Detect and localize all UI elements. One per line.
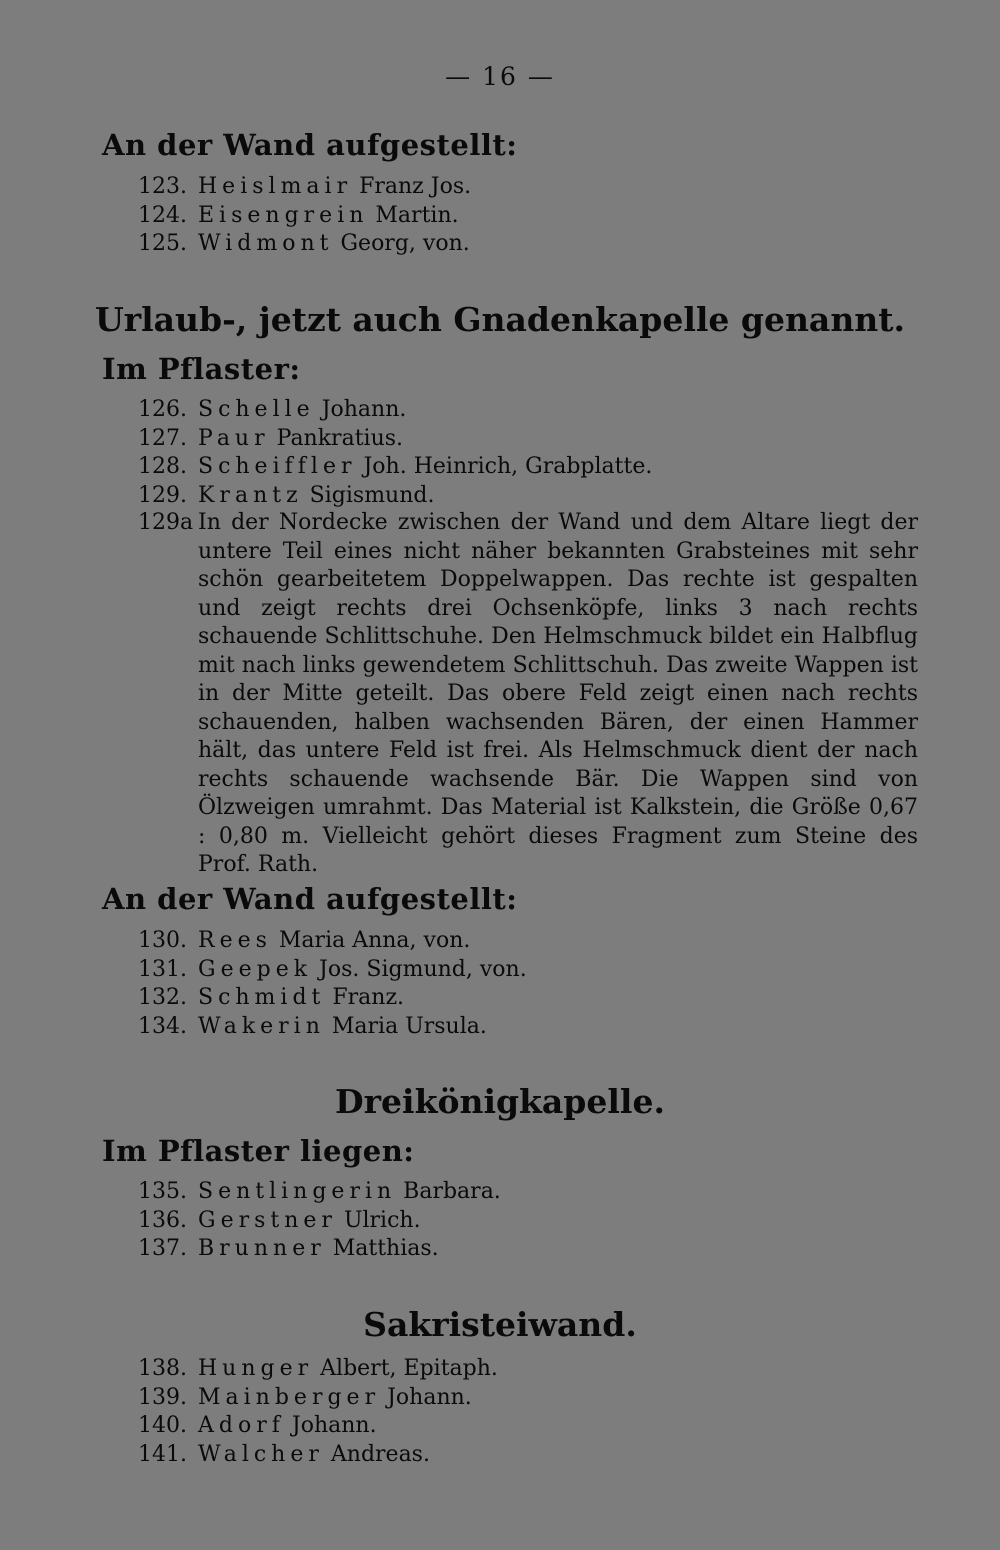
entry-number: 124.	[138, 202, 187, 228]
entry-surname: Hunger	[198, 1356, 314, 1381]
entry-surname: Brunner	[198, 1236, 326, 1261]
entry-surname: Scheiffler	[198, 454, 357, 479]
entry-rest: Joh. Heinrich, Grabplatte.	[363, 454, 653, 479]
entry-rest: Johann.	[291, 1413, 377, 1438]
entry-rest: Barbara.	[403, 1179, 501, 1204]
entry-number: 132.	[138, 985, 187, 1010]
entry-number: 140.	[138, 1413, 187, 1438]
list-item	[138, 173, 471, 202]
entry-number: 137.	[138, 1236, 187, 1261]
list-item	[138, 1441, 498, 1470]
list-item	[138, 396, 652, 425]
entry-surname: Eisengrein	[198, 202, 369, 228]
entry-rest: Johann.	[321, 397, 407, 422]
list-item	[138, 1235, 501, 1264]
entry-number: 135.	[138, 1179, 187, 1204]
entry-number: 126.	[138, 397, 187, 422]
entry-number: 136.	[138, 1207, 187, 1233]
entry-rest: Franz.	[332, 985, 405, 1010]
entry-list	[138, 1178, 501, 1264]
list-item	[138, 1013, 527, 1042]
entry-surname: Geepek	[198, 956, 313, 982]
entry-rest: Pankratius.	[276, 425, 404, 451]
entry-rest: Johann.	[387, 1384, 472, 1410]
list-item	[138, 1384, 498, 1413]
list-item	[138, 1355, 498, 1384]
entry-surname: Wakerin	[198, 1013, 325, 1039]
entry-rest: Matthias.	[332, 1236, 439, 1261]
entry-list	[138, 1355, 498, 1469]
entry-surname: Sentlingerin	[198, 1179, 397, 1204]
entry-surname: Rees	[198, 928, 272, 953]
list-item	[138, 956, 527, 985]
entry-rest: Georg, von.	[340, 231, 470, 256]
entry-surname: Krantz	[198, 482, 303, 508]
entry-number: 141.	[138, 1441, 187, 1467]
chapel-title-urlaub: Urlaub-, jetzt auch Gnadenkapelle genannt.	[94, 300, 906, 339]
list-item	[138, 425, 652, 454]
entry-number: 134.	[138, 1013, 187, 1039]
entry-surname: Heislmair	[198, 174, 353, 199]
entry-rest: Maria Ursula.	[331, 1013, 487, 1039]
list-item	[138, 482, 652, 511]
chapel-title-sakristei: Sakristeiwand.	[363, 1305, 637, 1344]
page-number: — 16 —	[445, 62, 555, 91]
section-heading-pavement: Im Pflaster:	[102, 352, 301, 386]
entry-surname: Gerstner	[198, 1207, 337, 1233]
section-heading-wall-2: An der Wand aufgestellt:	[102, 882, 518, 916]
entry-rest: Albert, Epitaph.	[320, 1356, 498, 1381]
list-item	[138, 230, 471, 259]
entry-rest: Ulrich.	[343, 1207, 421, 1233]
entry-number: 138.	[138, 1356, 187, 1381]
list-item	[138, 927, 527, 956]
entry-number: 127.	[138, 425, 187, 451]
list-item	[138, 1207, 501, 1236]
entry-rest: Maria Anna, von.	[278, 928, 471, 953]
entry-list	[138, 173, 471, 259]
list-item	[138, 984, 527, 1013]
entry-list	[138, 927, 527, 1041]
entry-rest: Sigismund.	[309, 482, 435, 508]
entry-surname: Paur	[198, 425, 270, 451]
list-item	[138, 453, 652, 482]
entry-surname: Adorf	[198, 1413, 285, 1438]
entry-surname: Widmont	[198, 231, 334, 256]
list-item	[138, 1178, 501, 1207]
entry-number: 129.	[138, 482, 187, 508]
entry-number: 128.	[138, 454, 187, 479]
entry-number: 125.	[138, 231, 187, 256]
entry-rest: Andreas.	[330, 1441, 430, 1467]
paragraph-text: In der Nordecke zwischen der Wand und dem Altare liegt der untere Teil eines nicht näher bekannten Grabsteines mit sehr schön gearbeitetem Doppelwappen. Das rechte ist gespalten und zeigt rechts drei Ochsenköpfe, links 3 nach rechts schauende Schlittschuhe. Den Helmschmuck bildet ein Halbflug mit nach links gewendetem Schlittschuh. Das zweite Wappen ist in der Mitte geteilt. Das obere Feld zeigt einen nach rechts schauenden, halben wachsenden Bären, der einen Hammer hält, das untere Feld ist frei. Als Helmschmuck dient der nach rechts schauende wachsende Bär. Die Wappen sind von Ölzweigen umrahmt. Das Material ist Kalkstein, die Größe 0,67 : 0,80 m. Vielleicht gehört dieses Fragment zum Steine des Prof. Rath.	[198, 510, 918, 877]
entry-surname: Schelle	[198, 397, 315, 422]
entry-number: 131.	[138, 956, 187, 982]
section-heading-pavement-2: Im Pflaster liegen:	[102, 1134, 415, 1168]
list-item	[138, 202, 471, 231]
entry-rest: Jos. Sigmund, von.	[319, 956, 527, 982]
entry-surname: Mainberger	[198, 1384, 381, 1410]
list-item	[138, 1412, 498, 1441]
entry-number: 123.	[138, 174, 187, 199]
entry-surname: Schmidt	[198, 985, 326, 1010]
entry-number: 130.	[138, 928, 187, 953]
entry-surname: Walcher	[198, 1441, 324, 1467]
paragraph-number: 129a	[138, 510, 194, 535]
section-heading-wall: An der Wand aufgestellt:	[102, 128, 518, 162]
entry-list	[138, 396, 652, 510]
entry-rest: Franz Jos.	[359, 174, 472, 199]
chapel-title-dreikoenig: Dreikönigkapelle.	[335, 1082, 665, 1121]
entry-rest: Martin.	[375, 202, 459, 228]
entry-number: 139.	[138, 1384, 187, 1410]
